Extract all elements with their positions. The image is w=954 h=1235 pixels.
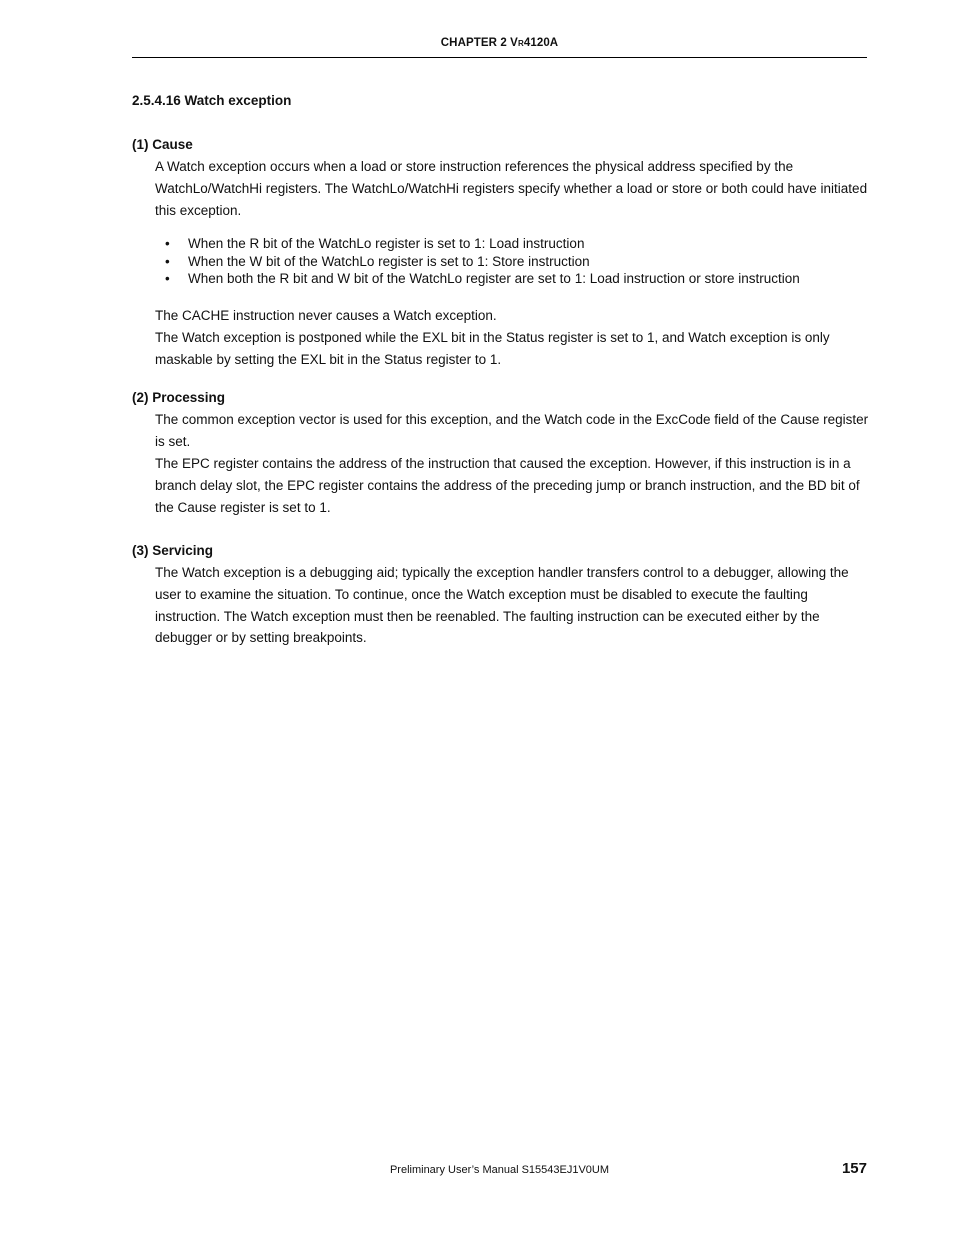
cause-intro: A Watch exception occurs when a load or store instruction references the physical address specified by the WatchLo/WatchHi registers. The WatchLo/WatchHi registers specify whether a load or store or both could have initiated this exception.: [155, 159, 868, 218]
bullet-text: When both the R bit and W bit of the WatchLo register are set to 1: Load instruction or store instruction: [188, 271, 800, 286]
list-item: [155, 270, 870, 288]
cause-note-cache: The CACHE instruction never causes a Watch exception.: [155, 308, 497, 323]
bullet-text: When the W bit of the WatchLo register is set to 1: Store instruction: [188, 253, 590, 269]
chapter-subscript: R: [517, 39, 524, 48]
cause-bullet-list: [155, 235, 870, 288]
chapter-label: CHAPTER 2 V: [440, 37, 518, 49]
list-item: [155, 253, 870, 271]
servicing-heading: (3) Servicing: [132, 543, 214, 558]
cause-heading: (1) Cause: [132, 137, 193, 152]
processing-heading: (2) Processing: [132, 390, 226, 405]
page-footer: [132, 1160, 867, 1184]
bullet-marker: •: [165, 236, 170, 251]
section-title: 2.5.4.16 Watch exception: [132, 93, 292, 108]
processing-para-vector: The common exception vector is used for this exception, and the Watch code in the ExcCode field of the Cause register is set.: [155, 412, 869, 449]
processing-para-epc: The EPC register contains the address of the instruction that caused the exception. However, if this instruction is in a branch delay slot, the EPC register contains the address of the preceding jump or branch instruction, and the BD bit of the Cause register is set to 1.: [155, 456, 860, 515]
servicing-para: The Watch exception is a debugging aid; typically the exception handler transfers control to a debugger, allowing the user to examine the situation. To continue, once the Watch exception must be disabled to execute the faulting instruction. The Watch exception must then be reenabled. The faulting instruction can be executed either by the debugger or by setting breakpoints.: [155, 565, 849, 646]
cause-note-exl: The Watch exception is postponed while the EXL bit in the Status register is set to 1, and Watch exception is only maskable by setting the EXL bit in the Status register to 1.: [155, 330, 830, 367]
bullet-marker: •: [165, 271, 170, 286]
page-number: 157: [841, 1160, 867, 1177]
product-name: 4120A: [523, 37, 559, 49]
bullet-text: When the R bit of the WatchLo register is set to 1: Load instruction: [188, 236, 585, 251]
header-divider: [132, 57, 867, 58]
list-item: [155, 235, 870, 253]
bullet-marker: •: [165, 253, 170, 269]
page-header: [132, 37, 867, 49]
manual-title: Preliminary User’s Manual S15543EJ1V0UM: [389, 1164, 610, 1176]
